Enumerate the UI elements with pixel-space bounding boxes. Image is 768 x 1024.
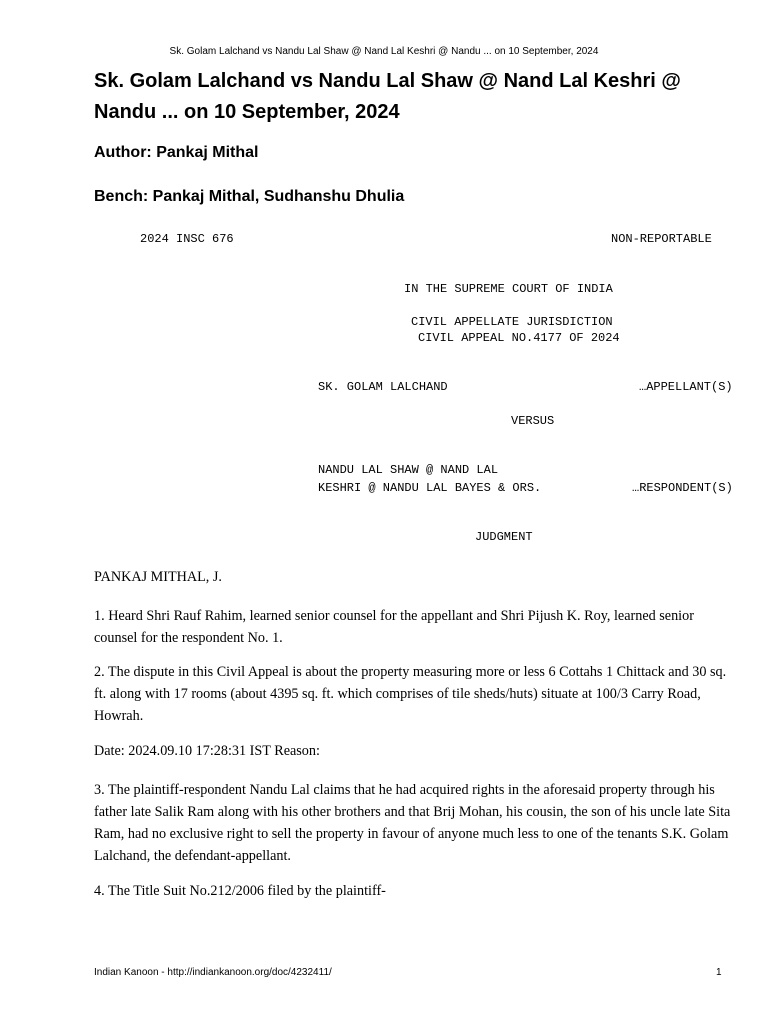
page-number: 1	[716, 967, 722, 978]
running-header: Sk. Golam Lalchand vs Nandu Lal Shaw @ Nand Lal Keshri @ Nandu ... on 10 September, 2024	[169, 46, 599, 57]
respondent-role: …RESPONDENT(S)	[632, 481, 733, 495]
appellant-name: SK. GOLAM LALCHAND	[318, 380, 448, 394]
reportable-status: NON-REPORTABLE	[611, 232, 712, 246]
respondent-name-line1: NANDU LAL SHAW @ NAND LAL	[318, 463, 499, 477]
footer-source-link[interactable]: Indian Kanoon - http://indiankanoon.org/doc/4232411/	[94, 967, 332, 978]
citation: 2024 INSC 676	[140, 232, 234, 246]
respondent-name-line2: KESHRI @ NANDU LAL BAYES & ORS.	[318, 481, 542, 495]
court-name: IN THE SUPREME COURT OF INDIA	[404, 282, 613, 296]
judgment-heading: JUDGMENT	[475, 530, 533, 544]
judge-name: PANKAJ MITHAL, J.	[94, 569, 222, 585]
appellant-role: …APPELLANT(S)	[639, 380, 733, 394]
signature-date: Date: 2024.09.10 17:28:31 IST Reason:	[94, 743, 320, 759]
appeal-number: CIVIL APPEAL NO.4177 OF 2024	[418, 331, 620, 345]
document-title: Sk. Golam Lalchand vs Nandu Lal Shaw @ Nand Lal Keshri @ Nandu ... on 10 September, 2024	[94, 70, 681, 123]
bench-line: Bench: Pankaj Mithal, Sudhanshu Dhulia	[94, 188, 405, 205]
versus: VERSUS	[511, 414, 555, 428]
paragraph-3: 3. The plaintiff-respondent Nandu Lal claims that he had acquired rights in the aforesaid property through his father late Salik Ram along with his other brothers and that Brij Mohan, his cousin, the son of his uncle late Sita Ram, had no exclusive right to sell the property in favour of anyone much less to one of the tenants S.K. Golam Lalchand, the defendant-appellant.	[94, 782, 731, 864]
author-line: Author: Pankaj Mithal	[94, 144, 259, 161]
paragraph-1: 1. Heard Shri Rauf Rahim, learned senior counsel for the appellant and Shri Pijush K. Roy, learned senior counsel for the respondent No. 1.	[94, 608, 694, 646]
jurisdiction: CIVIL APPELLATE JURISDICTION	[411, 315, 613, 329]
paragraph-2: 2. The dispute in this Civil Appeal is about the property measuring more or less 6 Cottahs 1 Chittack and 30 sq. ft. along with 17 rooms (about 4395 sq. ft. which comprises of tile sheds/huts) situate at 100/3 Carry Road, Howrah.	[94, 664, 727, 724]
paragraph-4: 4. The Title Suit No.212/2006 filed by the plaintiff-	[94, 883, 386, 899]
